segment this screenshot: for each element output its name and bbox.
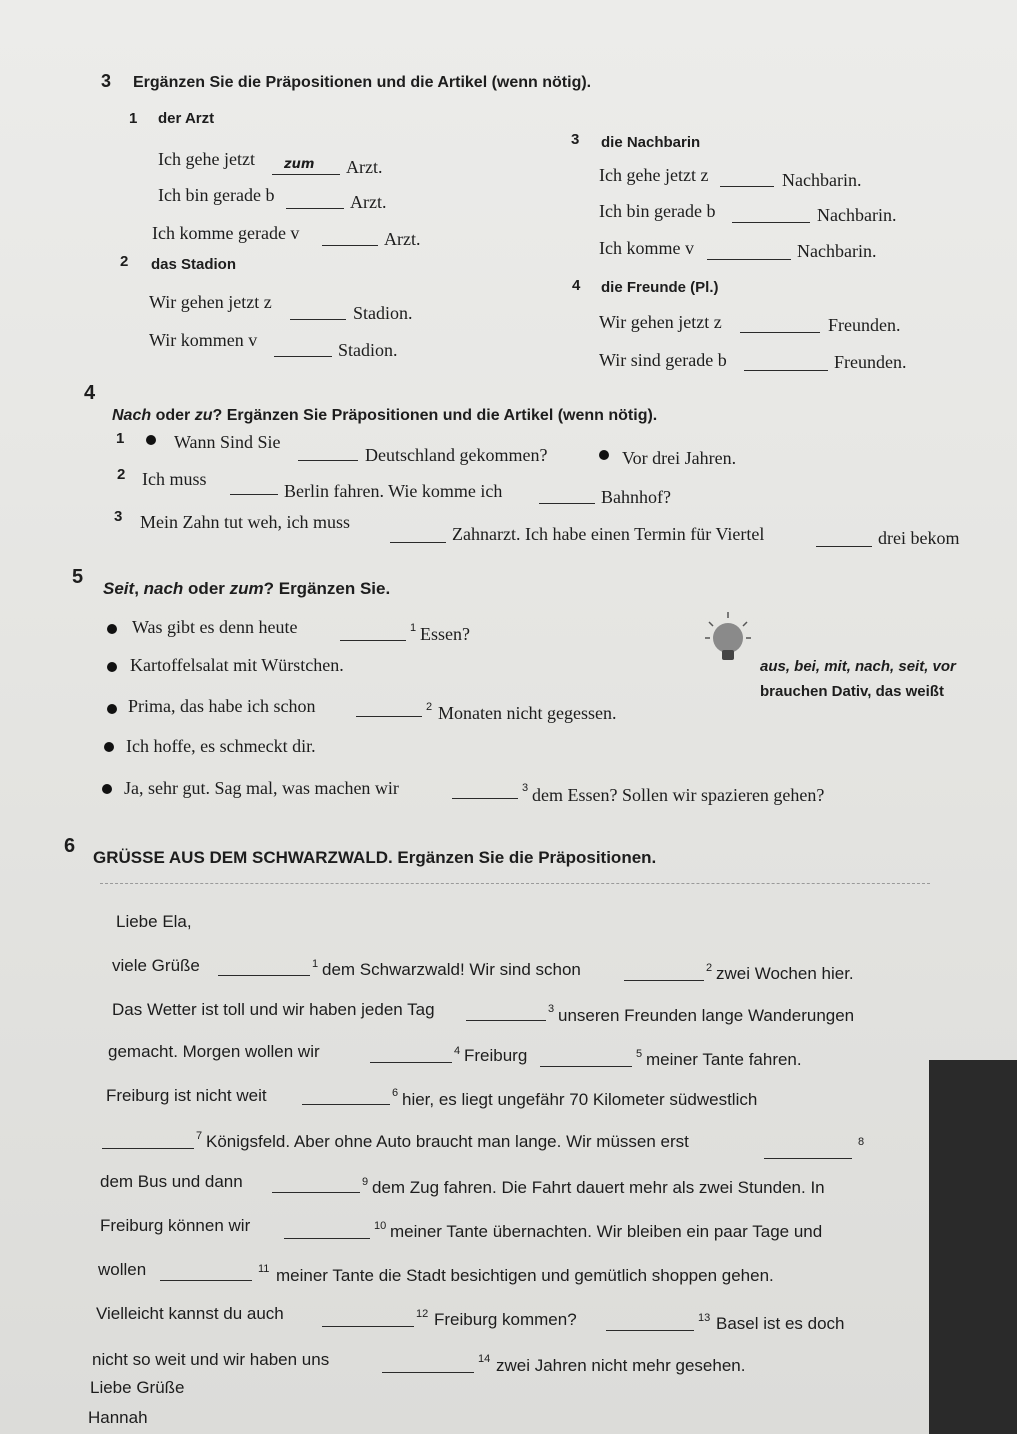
ex3-g3-l1b: Nachbarin.	[782, 170, 862, 190]
ex4-item1-b: Deutschland gekommen?	[365, 445, 548, 465]
letter-l2b: unseren Freunden lange Wanderungen	[558, 1006, 855, 1025]
ex5-title-zum: zum	[229, 579, 264, 598]
ex5-number: 5	[72, 566, 84, 588]
ex5-line3-sup: 2	[426, 701, 433, 713]
photo-shadow	[929, 1060, 1017, 1434]
ex3-g2-l2a: Wir kommen v	[149, 330, 258, 350]
lightbulb-icon	[703, 608, 753, 668]
ex4-item1-a: Wann Sind Sie	[174, 432, 281, 452]
ex4-item1-c: Vor drei Jahren.	[622, 448, 737, 468]
letter-sup2: 2	[706, 962, 713, 974]
letter-blank12[interactable]	[322, 1326, 414, 1327]
letter-l5a: Königsfeld. Aber ohne Auto braucht man lange. Wir müssen erst	[206, 1132, 689, 1151]
ex5-line4-a: Ich hoffe, es schmeckt dir.	[126, 736, 316, 756]
ex3-g3-num: 3	[571, 131, 580, 148]
letter-blank6[interactable]	[302, 1104, 390, 1105]
ex3-g3-blank3[interactable]	[707, 259, 791, 260]
ex4-item1-num: 1	[116, 430, 125, 447]
ex4-item2-a: Ich muss	[142, 469, 207, 489]
ex5-line2-bullet	[107, 662, 117, 672]
ex3-g1-head: der Arzt	[158, 110, 215, 127]
letter-l6b: dem Zug fahren. Die Fahrt dauert mehr als zwei Stunden. In	[372, 1178, 825, 1197]
ex4-item2-c: Bahnhof?	[601, 487, 671, 507]
ex3-g2-blank2[interactable]	[274, 356, 332, 357]
letter-sup4: 4	[454, 1045, 461, 1057]
ex5-title-nach: nach	[143, 579, 184, 598]
ex3-g3-l2b: Nachbarin.	[817, 205, 897, 225]
letter-sup5: 5	[636, 1048, 643, 1060]
ex3-g3-l3b: Nachbarin.	[797, 241, 877, 261]
ex3-g4-num: 4	[572, 277, 581, 294]
ex5-line5-a: Ja, sehr gut. Sag mal, was machen wir	[124, 778, 399, 798]
ex3-g2-blank1[interactable]	[290, 319, 346, 320]
ex5-tip-line2: brauchen Dativ, das weißt	[760, 683, 944, 700]
ex5-line5-sup: 3	[522, 782, 529, 794]
ex3-g1-blank3[interactable]	[322, 245, 378, 246]
ex4-item3-num: 3	[114, 508, 123, 525]
letter-blank2[interactable]	[624, 980, 704, 981]
ex3-g3-l2a: Ich bin gerade b	[599, 201, 716, 221]
letter-l1a: viele Grüße	[112, 956, 200, 975]
letter-l4a: Freiburg ist nicht weit	[106, 1086, 267, 1105]
ex4-item3-blank2[interactable]	[816, 546, 872, 547]
letter-blank11[interactable]	[160, 1280, 252, 1281]
ex4-item2-num: 2	[117, 466, 126, 483]
ex4-item1-blank[interactable]	[298, 460, 358, 461]
ex3-g2-l2b: Stadion.	[338, 340, 398, 360]
letter-sup12: 12	[416, 1308, 429, 1320]
letter-l10a: nicht so weit und wir haben uns	[92, 1350, 330, 1369]
letter-top-divider	[100, 883, 930, 884]
letter-l3a: gemacht. Morgen wollen wir	[108, 1042, 320, 1061]
ex3-g1-l3b: Arzt.	[384, 229, 421, 249]
ex6-title: GRÜSSE AUS DEM SCHWARZWALD. Ergänzen Sie die Präpositionen.	[93, 848, 657, 867]
ex3-title: Ergänzen Sie die Präpositionen und die Artikel (wenn nötig).	[133, 74, 592, 91]
letter-blank13[interactable]	[606, 1330, 694, 1331]
ex3-g1-blank2[interactable]	[286, 208, 344, 209]
ex5-line2-a: Kartoffelsalat mit Würstchen.	[130, 655, 344, 675]
ex4-item1-bullet	[146, 435, 156, 445]
letter-sup3: 3	[548, 1003, 555, 1015]
ex3-g4-l1a: Wir gehen jetzt z	[599, 312, 722, 332]
ex5-line1-bullet	[107, 624, 117, 634]
ex4-title-oder: oder	[151, 407, 195, 424]
letter-l4b: hier, es liegt ungefähr 70 Kilometer südwestlich	[402, 1090, 758, 1109]
letter-greeting: Liebe Ela,	[116, 912, 192, 931]
ex4-item2-blank1[interactable]	[230, 494, 278, 495]
ex4-item3-blank1[interactable]	[390, 542, 446, 543]
ex5-line4-bullet	[104, 742, 114, 752]
letter-l10b: zwei Jahren nicht mehr gesehen.	[496, 1356, 746, 1375]
ex4-item3-a: Mein Zahn tut weh, ich muss	[140, 512, 350, 532]
ex5-line3-b: Monaten nicht gegessen.	[438, 703, 617, 723]
ex3-g2-head: das Stadion	[151, 256, 237, 273]
ex3-g3-head: die Nachbarin	[601, 134, 701, 151]
letter-blank5[interactable]	[540, 1066, 632, 1067]
letter-l6a: dem Bus und dann	[100, 1172, 243, 1191]
letter-blank8[interactable]	[764, 1158, 852, 1159]
ex3-g1-blank1[interactable]	[272, 174, 340, 175]
letter-l2a: Das Wetter ist toll und wir haben jeden Tag	[112, 1000, 435, 1019]
letter-blank1[interactable]	[218, 975, 310, 976]
ex4-title-zu: zu	[194, 407, 213, 424]
letter-sup8: 8	[858, 1136, 865, 1148]
letter-sup14: 14	[478, 1353, 491, 1365]
letter-l9a: Vielleicht kannst du auch	[96, 1304, 284, 1323]
letter-blank7[interactable]	[102, 1148, 194, 1149]
ex4-title-rest: ? Ergänzen Sie Präpositionen und die Artikel (wenn nötig).	[212, 407, 658, 424]
ex5-line5-bullet	[102, 784, 112, 794]
letter-l8b: meiner Tante die Stadt besichtigen und gemütlich shoppen gehen.	[276, 1266, 774, 1285]
ex5-title-rest: ? Ergänzen Sie.	[263, 579, 391, 598]
letter-sup13: 13	[698, 1312, 711, 1324]
letter-sup11: 11	[258, 1263, 270, 1275]
ex4-item2-b: Berlin fahren. Wie komme ich	[284, 481, 503, 501]
letter-l7a: Freiburg können wir	[100, 1216, 251, 1235]
letter-blank3[interactable]	[466, 1020, 546, 1021]
ex4-title	[112, 407, 657, 425]
letter-l8a: wollen	[98, 1260, 147, 1279]
letter-sup1: 1	[312, 958, 319, 970]
ex3-g4-l2a: Wir sind gerade b	[599, 350, 727, 370]
ex3-g4-blank1[interactable]	[740, 332, 820, 333]
ex5-line5-b: dem Essen? Sollen wir spazieren gehen?	[532, 785, 825, 805]
ex3-g1-num: 1	[129, 110, 138, 127]
ex5-line1-sup: 1	[410, 622, 417, 634]
ex3-g1-filled-answer: zum	[284, 157, 315, 172]
ex5-line5-blank[interactable]	[452, 798, 518, 799]
letter-blank14[interactable]	[382, 1372, 474, 1373]
ex3-g1-l3a: Ich komme gerade v	[152, 223, 300, 243]
ex5-title-seit: Seit	[103, 579, 135, 598]
ex5-line3-blank[interactable]	[356, 716, 422, 717]
letter-signature: Hannah	[88, 1408, 148, 1427]
letter-l9c: Basel ist es doch	[716, 1314, 845, 1333]
letter-closing: Liebe Grüße	[90, 1378, 185, 1397]
ex3-number: 3	[101, 71, 112, 91]
letter-l1c: zwei Wochen hier.	[716, 964, 854, 983]
ex5-title-comma: ,	[134, 579, 144, 598]
ex3-g1-l1b: Arzt.	[346, 157, 383, 177]
ex3-g4-l2b: Freunden.	[834, 352, 907, 372]
ex5-tip-line1: aus, bei, mit, nach, seit, vor	[760, 658, 956, 675]
ex3-g1-l1a: Ich gehe jetzt	[158, 149, 255, 169]
letter-blank10[interactable]	[284, 1238, 370, 1239]
ex3-g1-l2a: Ich bin gerade b	[158, 185, 275, 205]
ex4-number: 4	[84, 382, 96, 404]
ex4-item2-blank2[interactable]	[539, 503, 595, 504]
letter-sup9: 9	[362, 1176, 369, 1188]
ex5-line1-blank[interactable]	[340, 640, 406, 641]
ex3-g2-l1a: Wir gehen jetzt z	[149, 292, 272, 312]
ex3-g4-head: die Freunde (Pl.)	[601, 279, 719, 296]
ex3-g1-l2b: Arzt.	[350, 192, 387, 212]
ex3-g2-l1b: Stadion.	[353, 303, 413, 323]
ex3-g4-l1b: Freunden.	[828, 315, 901, 335]
ex3-g2-num: 2	[120, 253, 129, 270]
ex5-title-oder: oder	[183, 579, 230, 598]
ex5-line3-a: Prima, das habe ich schon	[128, 696, 316, 716]
letter-blank4[interactable]	[370, 1062, 452, 1063]
ex3-g3-l3a: Ich komme v	[599, 238, 694, 258]
ex5-line1-b: Essen?	[420, 624, 470, 644]
letter-sup10: 10	[374, 1220, 387, 1232]
letter-l7b: meiner Tante übernachten. Wir bleiben ein paar Tage und	[390, 1222, 823, 1241]
ex4-item3-b: Zahnarzt. Ich habe einen Termin für Viertel	[452, 524, 765, 544]
letter-blank9[interactable]	[272, 1192, 360, 1193]
letter-l1b: dem Schwarzwald! Wir sind schon	[322, 960, 581, 979]
letter-sup7: 7	[196, 1130, 203, 1142]
ex4-item3-c: drei bekom	[878, 528, 960, 548]
ex3-g3-blank1[interactable]	[720, 186, 774, 187]
ex5-line3-bullet	[107, 704, 117, 714]
ex4-item1-bullet2	[599, 450, 609, 460]
ex5-title	[103, 579, 390, 599]
letter-l3c: meiner Tante fahren.	[646, 1050, 802, 1069]
letter-l9b: Freiburg kommen?	[434, 1310, 577, 1329]
ex3-g3-blank2[interactable]	[732, 222, 810, 223]
letter-l3b: Freiburg	[464, 1046, 528, 1065]
ex6-number: 6	[64, 835, 76, 857]
ex5-line1-a: Was gibt es denn heute	[132, 617, 298, 637]
ex3-g4-blank2[interactable]	[744, 370, 828, 371]
ex4-title-nach: Nach	[112, 407, 152, 424]
ex3-g3-l1a: Ich gehe jetzt z	[599, 165, 709, 185]
letter-sup6: 6	[392, 1087, 399, 1099]
